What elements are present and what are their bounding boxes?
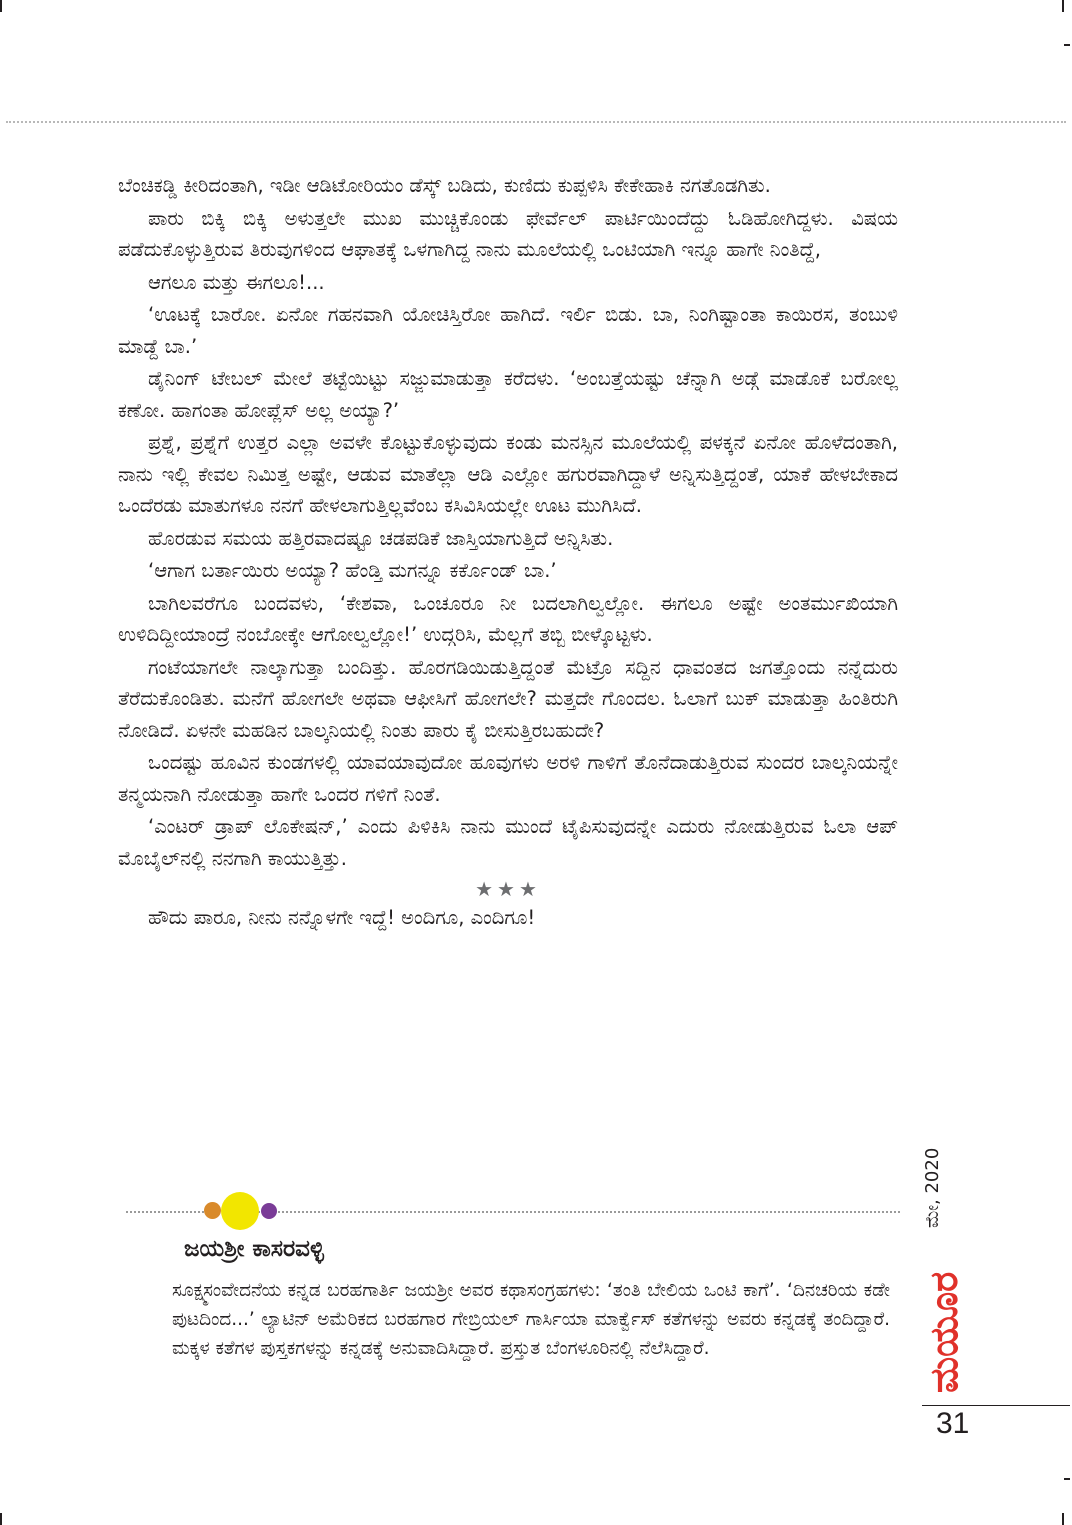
story-paragraph: ‘ಆಗಾಗ ಬರ್ತಾಯಿರು ಅಯ್ಯಾ? ಹೆಂಡ್ತಿ ಮಗನ್ನೂ ಕರ್ಕೊಂಡ್ ಬಾ.’ [148,559,557,582]
story-paragraph: ಪ್ರಶ್ನೆ, ಪ್ರಶ್ನೆಗೆ ಉತ್ತರ ಎಲ್ಲಾ ಅವಳೇ ಕೊಟ್ಟುಕೊಳ್ಳುವುದು ಕಂಡು ಮನಸ್ಸಿನ ಮೂಲೆಯಲ್ಲಿ ಪಳಕ್ಕನೆ ಏನೋ ಹೊಳೆದಂತಾಗಿ, ನಾನು ಇಲ್ಲಿ ಕೇವಲ ನಿಮಿತ್ತ ಅಷ್ಟೇ, ಆಡುವ ಮಾತೆಲ್ಲಾ ಆಡಿ ಎಲ್ಲೋ ಹಗುರವಾಗಿದ್ದಾಳೆ ಅನ್ನಿಸುತ್ತಿದ್ದಂತೆ, ಯಾಕೆ ಹೇಳಬೇಕಾದ ಒಂದೆರಡು ಮಾತುಗಳೂ ನನಗೆ ಹೇಳಲಾಗುತ್ತಿಲ್ಲವೆಂಬ ಕಸಿವಿಸಿಯಲ್ಲೇ ಊಟ ಮುಗಿಸಿದೆ. [118,431,898,517]
issue-date: ಮೇ, 2020 [922,1147,943,1228]
story-paragraph: ‘ಊಟಕ್ಕೆ ಬಾರೋ. ಏನೋ ಗಹನವಾಗಿ ಯೋಚಿಸ್ತಿರೋ ಹಾಗಿದೆ. ಇರ್ಲಿ ಬಿಡು. ಬಾ, ನಿಂಗಿಷ್ಟಾಂತಾ ಕಾಯಿರಸ, ತಂಬುಳಿ ಮಾಡ್ದೆ ಬಾ.’ [118,303,898,358]
crop-mark-bottom-left [0,1513,2,1525]
orange-dot [204,1202,221,1219]
story-paragraph: ಪಾರು ಬಿಕ್ಕಿ ಬಿಕ್ಕಿ ಅಳುತ್ತಲೇ ಮುಖ ಮುಚ್ಚಿಕೊಂಡು ಫೇರ್ವೆಲ್ ಪಾರ್ಟಿಯಿಂದೆದ್ದು ಓಡಿಹೋಗಿದ್ದಳು. ವಿಷಯ ಪಡೆದುಕೊಳ್ಳುತ್ತಿರುವ ತಿರುವುಗಳಿಂದ ಆಘಾತಕ್ಕೆ ಒಳಗಾಗಿದ್ದ ನಾನು ಮೂಲೆಯಲ್ಲಿ ಒಂಟಿಯಾಗಿ ಇನ್ನೂ ಹಾಗೇ ನಿಂತಿದ್ದೆ, [118,206,898,261]
magazine-title: ಮಯೂರ [922,1271,966,1393]
story-paragraph: ‘ಎಂಟರ್ ಡ್ರಾಪ್ ಲೊಕೇಷನ್,’ ಎಂದು ಪಿಳಿಕಿಸಿ ನಾನು ಮುಂದೆ ಟೈಪಿಸುವುದನ್ನೇ ಎದುರು ನೋಡುತ್ತಿರುವ ಓಲಾ ಆಪ್ ಮೊಬೈಲ್‌ನಲ್ಲಿ ನನಗಾಗಿ ಕಾಯುತ್ತಿತ್ತು. [118,815,898,870]
story-paragraph: ಬಾಗಿಲವರೆಗೂ ಬಂದವಳು, ‘ಕೇಶವಾ, ಒಂಚೂರೂ ನೀ ಬದಲಾಗಿಲ್ವಲ್ಲೋ. ಈಗಲೂ ಅಷ್ಟೇ ಅಂತರ್ಮುಖಿಯಾಗಿ ಉಳಿದಿದ್ದೀಯಾಂದ್ರೆ ನಂಬೋಕ್ಕೇ ಆಗೋಲ್ವಲ್ಲೋ!’ ಉದ್ಗರಿಸಿ, ಮೆಲ್ಲಗೆ ತಬ್ಬಿ ಬೀಳ್ಕೊಟ್ಟಳು. [118,591,898,646]
story-paragraph: ಡೈನಿಂಗ್ ಟೇಬಲ್ ಮೇಲೆ ತಟ್ಟೆಯಿಟ್ಟು ಸಜ್ಜುಮಾಡುತ್ತಾ ಕರೆದಳು. ‘ಅಂಬತ್ತೆಯಷ್ಟು ಚೆನ್ನಾಗಿ ಅಡ್ಗೆ ಮಾಡೊಕೆ ಬರೋಲ್ಲ ಕಣೋ. ಹಾಗಂತಾ ಹೋಪ್ಲೆಸ್ ಅಲ್ಲ ಅಯ್ಯಾ?’ [118,367,898,422]
author-name: ಜಯಶ್ರೀ ಕಾಸರವಳ್ಳಿ [184,1236,324,1262]
yellow-dot [221,1192,259,1230]
page-number-rule [922,1405,1070,1406]
story-paragraph: ಬೆಂಚಿಕಡ್ಡಿ ಕೀರಿದಂತಾಗಿ, ಇಡೀ ಆಡಿಟೋರಿಯಂ ಡೆಸ್ಕ್ ಬಡಿದು, ಕುಣಿದು ಕುಪ್ಪಳಿಸಿ ಕೇಕೇಹಾಕಿ ನಗತೊಡಗಿತು. [118,174,771,197]
story-paragraph: ಒಂದಷ್ಟು ಹೂವಿನ ಕುಂಡಗಳಲ್ಲಿ ಯಾವಯಾವುದೋ ಹೂವುಗಳು ಅರಳಿ ಗಾಳಿಗೆ ತೊನೆದಾಡುತ್ತಿರುವ ಸುಂದರ ಬಾಲ್ಕನಿಯನ್ನೇ ತನ್ಮಯನಾಗಿ ನೋಡುತ್ತಾ ಹಾಗೇ ಒಂದರ ಗಳಿಗೆ ನಿಂತೆ. [118,751,898,806]
crop-mark-right-lower [1064,1478,1070,1480]
crop-mark-top-left [0,0,2,12]
crop-mark-bottom-right [1062,1513,1064,1525]
story-body [118,170,898,935]
crop-mark-right-upper [1064,44,1070,46]
story-paragraph: ಗಂಟೆಯಾಗಲೇ ನಾಲ್ಕಾಗುತ್ತಾ ಬಂದಿತ್ತು. ಹೊರಗಡಿಯಿಡುತ್ತಿದ್ದಂತೆ ಮೆಟ್ರೊ ಸದ್ದಿನ ಧಾವಂತದ ಜಗತ್ತೊಂದು ನನ್ನೆದುರು ತೆರೆದುಕೊಂಡಿತು. ಮನೆಗೆ ಹೋಗಲೇ ಅಥವಾ ಆಫೀಸಿಗೆ ಹೋಗಲೇ? ಮತ್ತದೇ ಗೊಂದಲ. ಓಲಾಗೆ ಬುಕ್ ಮಾಡುತ್ತಾ ಹಿಂತಿರುಗಿ ನೋಡಿದೆ. ಏಳನೇ ಮಹಡಿನ ಬಾಲ್ಕನಿಯಲ್ಲಿ ನಿಂತು ಪಾರು ಕೈ ಬೀಸುತ್ತಿರಬಹುದೇ? [118,655,898,742]
story-paragraph: ಆಗಲೂ ಮತ್ತು ಈಗಲೂ!... [148,270,325,294]
closing-line: ಹೌದು ಪಾರೂ, ನೀನು ನನ್ನೊಳಗೇ ಇದ್ದೆ! ಅಂದಿಗೂ, ಎಂದಿಗೂ! [148,906,536,929]
story-paragraph: ಹೊರಡುವ ಸಮಯ ಹತ್ತಿರವಾದಷ್ಟೂ ಚಡಪಡಿಕೆ ಜಾಸ್ತಿಯಾಗುತ್ತಿದೆ ಅನ್ನಿಸಿತು. [148,526,614,550]
section-separator: ★★★ [475,877,541,901]
top-dotted-rule [6,121,1066,123]
author-bio: ಸೂಕ್ಷ್ಮಸಂವೇದನೆಯ ಕನ್ನಡ ಬರಹಗಾರ್ತಿ ಜಯಶ್ರೀ ಅವರ ಕಥಾಸಂಗ್ರಹಗಳು: ‘ತಂತಿ ಬೇಲಿಯ ಒಂಟಿ ಕಾಗೆ’. ‘ದಿನಚರಿಯ ಕಡೇ ಪುಟದಿಂದ...’ ಲ್ಯಾಟಿನ್ ಅಮೆರಿಕದ ಬರಹಗಾರ ಗೇಬ್ರಿಯಲ್ ಗಾರ್ಸಿಯಾ ಮಾರ್ಕ್ವೆಸ್ ಕತೆಗಳನ್ನು ಅವರು ಕನ್ನಡಕ್ಕೆ ತಂದಿದ್ದಾರೆ. ಮಕ್ಕಳ ಕತೆಗಳ ಪುಸ್ತಕಗಳನ್ನು ಕನ್ನಡಕ್ಕೆ ಅನುವಾದಿಸಿದ್ದಾರೆ. ಪ್ರಸ್ತುತ ಬೆಂಗಳೂರಿನಲ್ಲಿ ನೆಲೆಸಿದ್ದಾರೆ. [172,1280,890,1359]
crop-mark-top-right [1062,0,1064,12]
page-number: 31 [936,1407,970,1440]
purple-dot [261,1203,277,1219]
